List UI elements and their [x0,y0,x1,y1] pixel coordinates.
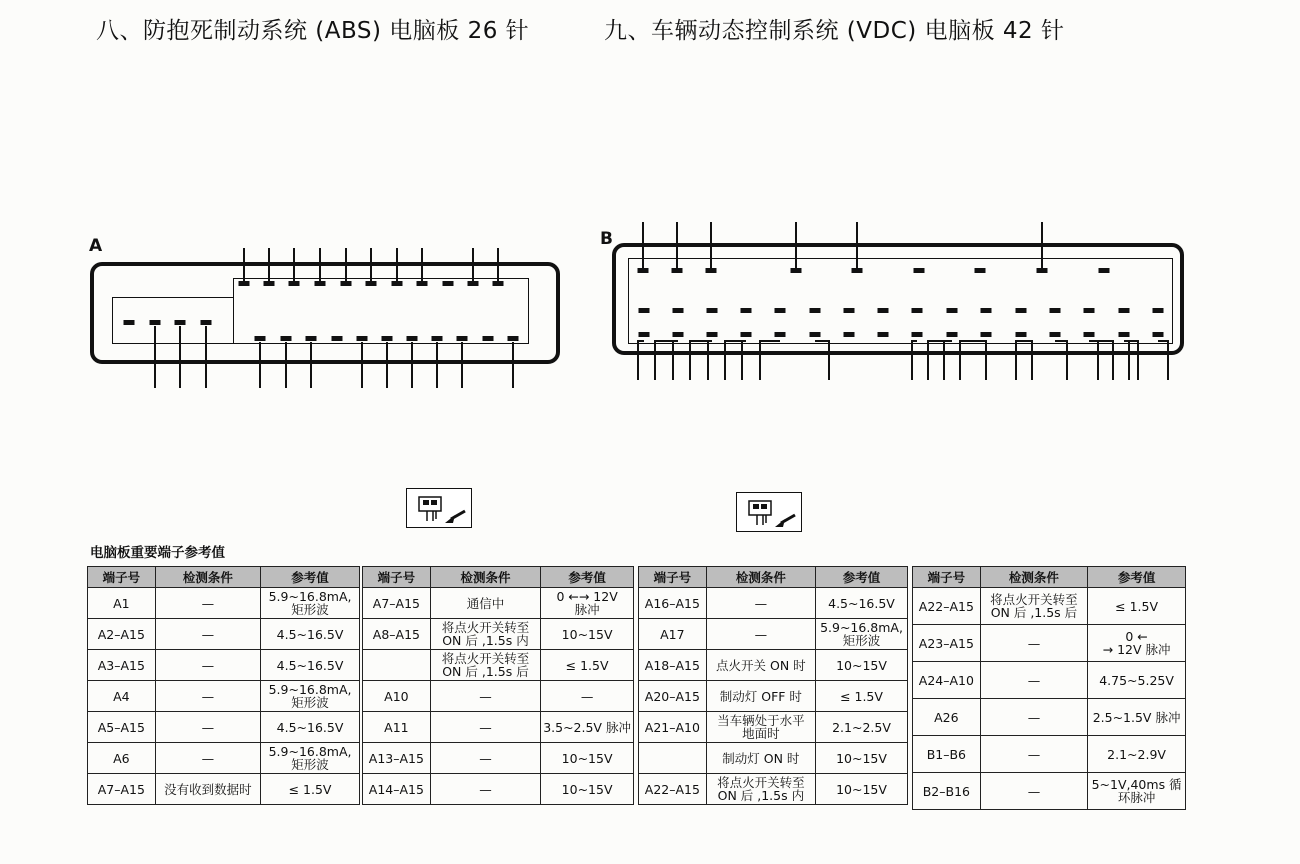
table-cell: — [980,736,1087,773]
table-header: 参考值 [541,567,634,588]
table-cell: 将点火开关转至 ON 后 ,1.5s 内 [706,774,815,805]
leader-line [760,340,780,342]
leader-line [411,342,413,388]
table-cell: 4.5~16.5V [816,588,908,619]
leader-line [943,340,945,380]
pin-mark [366,281,377,286]
pin-mark [975,268,986,273]
connector-view-icon [406,488,472,528]
leader-line [386,342,388,388]
table-cell: 没有收到数据时 [155,774,260,805]
pin-mark [457,336,468,341]
table-cell: A5–A15 [88,712,156,743]
table-cell: A22–A15 [639,774,707,805]
table-cell: A3–A15 [88,650,156,681]
leader-line [1041,222,1043,268]
abs-connector-inner [233,278,529,344]
leader-line [1031,340,1033,380]
leader-line [637,340,639,380]
pin-mark [432,336,443,341]
leader-line [310,342,312,388]
pin-mark [1050,308,1061,313]
table-row [363,650,634,681]
table-cell: — [430,743,540,774]
table-cell [639,743,707,774]
leader-line [944,340,952,342]
pin-mark [706,268,717,273]
pin-mark [1050,332,1061,337]
leader-line [285,342,287,388]
abs-title: 八、防抱死制动系统 (ABS) 电脑板 26 针 [96,18,530,44]
leader-line [345,248,347,281]
table-header: 检测条件 [980,567,1087,588]
pin-mark [707,332,718,337]
table-cell: — [430,712,540,743]
leader-line [1089,340,1113,342]
reference-table3 [638,566,908,805]
table-cell: 10~15V [816,650,908,681]
leader-line [795,222,797,268]
table-cell: 0 ← → 12V 脉冲 [1088,625,1186,662]
table-cell: A7–A15 [88,774,156,805]
pin-mark [775,332,786,337]
leader-line [927,340,929,380]
table-cell: 将点火开关转至 ON 后 ,1.5s 内 [430,619,540,650]
table-header: 参考值 [261,567,360,588]
leader-line [1112,340,1114,380]
pin-mark [707,308,718,313]
vdc-connector-letter: B [600,229,613,249]
leader-line [243,248,245,281]
table-cell: A26 [913,699,981,736]
leader-line [497,248,499,281]
table-cell: 2.1~2.9V [1088,736,1186,773]
table-header: 参考值 [1088,567,1186,588]
table-cell: A2–A15 [88,619,156,650]
pin-mark [357,336,368,341]
pin-mark [878,308,889,313]
pin-mark [1084,332,1095,337]
pin-mark [306,336,317,341]
pin-mark [289,281,300,286]
leader-line [689,340,691,380]
pin-mark [1084,308,1095,313]
table-row [913,662,1186,699]
table-cell: — [430,774,540,805]
table-row [363,712,634,743]
table-cell: A20–A15 [639,681,707,712]
leader-line [1158,340,1168,342]
table-row [363,588,634,619]
table-cell: 5.9~16.8mA, 矩形波 [261,588,360,619]
leader-line [1137,340,1139,380]
leader-line [259,342,261,388]
table-cell: ≤ 1.5V [541,650,634,681]
table-row [913,773,1186,810]
pin-mark [150,320,161,325]
pin-mark [468,281,479,286]
leader-line [654,340,656,380]
table-cell: 将点火开关转至 ON 后 ,1.5s 后 [980,588,1087,625]
table-cell: 5~1V,40ms 循 环脉冲 [1088,773,1186,810]
table-row [913,588,1186,625]
leader-line [672,340,674,380]
table-row [639,712,908,743]
leader-line [741,340,743,380]
table-cell: 将点火开关转至 ON 后 ,1.5s 后 [430,650,540,681]
leader-line [673,340,678,342]
pin-mark [947,332,958,337]
pin-mark [1016,308,1027,313]
pin-mark [852,268,863,273]
table-cell: 通信中 [430,588,540,619]
table-cell: — [541,681,634,712]
table-cell: ≤ 1.5V [1088,588,1186,625]
leader-line [1066,340,1068,380]
table-cell: — [155,619,260,650]
leader-line [708,340,712,342]
table-header: 端子号 [88,567,156,588]
table-header: 端子号 [363,567,431,588]
table-cell: ≤ 1.5V [816,681,908,712]
pin-mark [912,308,923,313]
table-cell: A4 [88,681,156,712]
reference-table1 [87,566,360,805]
table-row [639,619,908,650]
table-row [88,681,360,712]
table-cell: A1 [88,588,156,619]
leader-line [179,326,181,388]
leader-line [1015,340,1017,380]
leader-line [638,340,644,342]
pin-mark [1119,332,1130,337]
pin-mark [417,281,428,286]
vdc-title: 九、车辆动态控制系统 (VDC) 电脑板 42 针 [604,18,1065,44]
table-header: 参考值 [816,567,908,588]
table-cell: 3.5~2.5V 脉冲 [541,712,634,743]
abs-connector-letter: A [89,236,103,256]
pin-mark [878,332,889,337]
leader-line [1055,340,1067,342]
leader-line [396,248,398,281]
table-cell: 5.9~16.8mA, 矩形波 [816,619,908,650]
pin-mark [638,268,649,273]
pin-mark [775,308,786,313]
pin-mark [741,332,752,337]
leader-line [742,340,746,342]
table-row [88,619,360,650]
table-cell: A8–A15 [363,619,431,650]
table-header: 检测条件 [155,567,260,588]
leader-line [154,326,156,388]
pin-mark [255,336,266,341]
table-cell: A6 [88,743,156,774]
table-cell: — [155,650,260,681]
table-header: 检测条件 [706,567,815,588]
leader-line [370,248,372,281]
table-cell: A14–A15 [363,774,431,805]
table-header: 端子号 [639,567,707,588]
pin-mark [844,332,855,337]
pin-mark [1037,268,1048,273]
pin-mark [124,320,135,325]
table-cell: 4.5~16.5V [261,712,360,743]
table-row [363,774,634,805]
pin-mark [1153,308,1164,313]
leader-line [436,342,438,388]
table-row [913,699,1186,736]
table-cell: 10~15V [541,619,634,650]
table-cell: A7–A15 [363,588,431,619]
table-cell: A23–A15 [913,625,981,662]
pin-mark [1016,332,1027,337]
table-cell: A22–A15 [913,588,981,625]
leader-line [461,342,463,388]
table-cell: 5.9~16.8mA, 矩形波 [261,681,360,712]
pin-mark [912,332,923,337]
leader-line [1128,340,1130,380]
table-cell: — [980,699,1087,736]
table-cell: A17 [639,619,707,650]
leader-line [421,248,423,281]
leader-line [361,342,363,388]
table-cell: 4.5~16.5V [261,650,360,681]
pin-mark [673,308,684,313]
leader-line [912,340,917,342]
pin-mark [947,308,958,313]
table-cell: A18–A15 [639,650,707,681]
leader-line [724,340,726,380]
pin-mark [239,281,250,286]
leader-line [319,248,321,281]
leader-line [960,340,986,342]
table-row [639,650,908,681]
reference-table4 [912,566,1186,810]
pin-mark [175,320,186,325]
pin-mark [1099,268,1110,273]
leader-line [828,340,830,380]
leader-line [1097,340,1099,380]
pin-mark [407,336,418,341]
table-cell: — [980,625,1087,662]
table-row [639,774,908,805]
leader-line [710,222,712,268]
leader-line [676,222,678,268]
table-cell [363,650,431,681]
leader-line [856,222,858,268]
table-cell: 2.5~1.5V 脉冲 [1088,699,1186,736]
pin-mark [315,281,326,286]
table-row [363,619,634,650]
leader-line [293,248,295,281]
reference-table2 [362,566,634,805]
pin-mark [392,281,403,286]
leader-line [1021,340,1032,342]
leader-line [512,342,514,388]
table-cell: ≤ 1.5V [261,774,360,805]
leader-line [205,326,207,388]
table-cell: 制动灯 ON 时 [706,743,815,774]
pin-mark [672,268,683,273]
pin-mark [1119,308,1130,313]
leader-line [268,248,270,281]
pin-mark [914,268,925,273]
table-row [639,681,908,712]
table-cell: — [155,712,260,743]
pin-mark [443,281,454,286]
table-cell: 5.9~16.8mA, 矩形波 [261,743,360,774]
pin-mark [981,308,992,313]
table-cell: 当车辆处于水平 地面时 [706,712,815,743]
pin-mark [810,308,821,313]
table-header: 端子号 [913,567,981,588]
leader-line [985,340,987,380]
leader-line [707,340,709,380]
pin-mark [639,332,650,337]
table-row [88,588,360,619]
table-row [639,588,908,619]
table-row [363,743,634,774]
table-row [639,743,908,774]
table-cell: — [155,588,260,619]
table-cell: A11 [363,712,431,743]
table-row [88,743,360,774]
leader-line [959,340,961,380]
leader-line [642,222,644,268]
pin-mark [493,281,504,286]
table-row [88,650,360,681]
connector-view-icon [736,492,802,532]
table-cell: A10 [363,681,431,712]
table-cell: B1–B6 [913,736,981,773]
leader-line [911,340,913,380]
pin-mark [791,268,802,273]
pin-mark [341,281,352,286]
leader-line [815,340,829,342]
pin-mark [483,336,494,341]
table-row [913,625,1186,662]
table-cell: B2–B16 [913,773,981,810]
table-cell: 10~15V [816,743,908,774]
table-cell: 4.5~16.5V [261,619,360,650]
pin-mark [639,308,650,313]
table-cell: 4.75~5.25V [1088,662,1186,699]
table-cell: 制动灯 OFF 时 [706,681,815,712]
table-cell: A24–A10 [913,662,981,699]
pin-mark [332,336,343,341]
table-cell: — [155,681,260,712]
table-cell: — [980,773,1087,810]
pin-mark [810,332,821,337]
pin-mark [264,281,275,286]
leader-line [759,340,761,380]
leader-line [1167,340,1169,380]
table-cell: — [706,619,815,650]
table-cell: A13–A15 [363,743,431,774]
table-cell: — [155,743,260,774]
pin-mark [508,336,519,341]
table-cell: 0 ←→ 12V 脉冲 [541,588,634,619]
leader-line [472,248,474,281]
pin-mark [741,308,752,313]
table-row [88,712,360,743]
table-cell: 2.1~2.5V [816,712,908,743]
table-header: 检测条件 [430,567,540,588]
pin-mark [281,336,292,341]
table-cell: 10~15V [541,774,634,805]
table-cell: 10~15V [816,774,908,805]
table-row [88,774,360,805]
table-cell: — [706,588,815,619]
table-row [913,736,1186,773]
table-cell: — [430,681,540,712]
table-cell: — [980,662,1087,699]
table-cell: A16–A15 [639,588,707,619]
leader-line [1124,340,1138,342]
table-cell: 点火开关 ON 时 [706,650,815,681]
pin-mark [382,336,393,341]
table-row [363,681,634,712]
pin-mark [201,320,212,325]
table-cell: 10~15V [541,743,634,774]
reference-title: 电脑板重要端子参考值 [90,545,225,561]
table-cell: A21–A10 [639,712,707,743]
pin-mark [844,308,855,313]
pin-mark [673,332,684,337]
pin-mark [1153,332,1164,337]
pin-mark [981,332,992,337]
